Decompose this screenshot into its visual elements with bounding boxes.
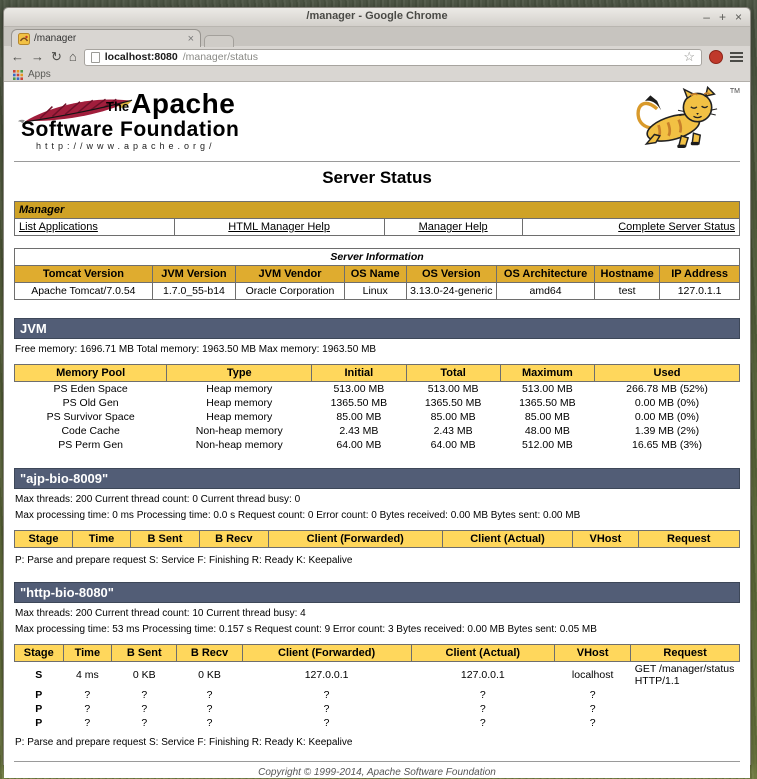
table-cell: 513.00 MB xyxy=(427,383,479,395)
column-header: B Sent xyxy=(112,645,177,662)
table-row xyxy=(15,716,740,730)
table-cell: 0.00 MB (0%) xyxy=(634,411,700,423)
table-cell: 2.43 MB xyxy=(339,425,379,437)
http-header-row xyxy=(15,645,740,662)
link-list-applications[interactable]: List Applications xyxy=(19,221,98,233)
table-row xyxy=(15,662,740,689)
table-cell: test xyxy=(595,283,660,300)
page-icon xyxy=(91,52,100,63)
trademark-label: TM xyxy=(729,88,740,95)
column-header: Memory Pool xyxy=(15,365,167,382)
table-cell: 64.00 MB xyxy=(336,439,382,451)
column-header: JVM Vendor xyxy=(236,266,345,283)
column-header: IP Address xyxy=(660,266,740,283)
table-row xyxy=(15,410,740,424)
table-cell: 127.0.0.1 xyxy=(304,669,349,681)
table-cell xyxy=(631,688,740,702)
table-cell: ? xyxy=(323,689,330,701)
column-header: Type xyxy=(167,365,312,382)
table-cell: ? xyxy=(323,717,330,729)
close-button[interactable]: × xyxy=(734,10,742,24)
bookmark-star-icon[interactable]: ☆ xyxy=(683,49,695,64)
server-info-body xyxy=(15,283,740,300)
memory-pool-body xyxy=(15,382,740,453)
ajp-header-row xyxy=(15,531,740,548)
logo-the: The xyxy=(106,99,130,114)
table-cell: 2.43 MB xyxy=(433,425,473,437)
table-cell xyxy=(631,702,740,716)
column-header: Total xyxy=(406,365,500,382)
manager-title-row xyxy=(15,202,740,219)
column-header: VHost xyxy=(573,531,638,548)
column-header: Request xyxy=(638,531,740,548)
link-manager-help[interactable]: Manager Help xyxy=(418,221,488,233)
column-header: Client (Actual) xyxy=(411,645,555,662)
column-header: Tomcat Version xyxy=(15,266,153,283)
table-cell: 1365.50 MB xyxy=(424,397,482,409)
table-cell: ? xyxy=(206,703,213,715)
column-header: Maximum xyxy=(500,365,594,382)
logo-apache: Apache xyxy=(131,88,236,119)
table-row xyxy=(15,438,740,452)
table-cell: P xyxy=(35,703,43,715)
table-cell: 0 KB xyxy=(132,669,156,681)
table-cell: PS Eden Space xyxy=(53,383,128,395)
table-row xyxy=(15,283,740,300)
table-cell: ? xyxy=(589,703,596,715)
column-header: JVM Version xyxy=(152,266,235,283)
divider xyxy=(14,761,740,762)
http-section-header: "http-bio-8080" xyxy=(14,582,740,603)
http-requests-table xyxy=(14,644,740,730)
table-row xyxy=(15,688,740,702)
table-cell: 85.00 MB xyxy=(336,411,382,423)
table-cell: Non-heap memory xyxy=(195,439,283,451)
table-cell: 48.00 MB xyxy=(524,425,570,437)
copyright-text: Copyright © 1999-2014, Apache Software Foundation xyxy=(258,767,496,778)
tab-strip xyxy=(4,27,750,46)
table-cell: amd64 xyxy=(497,283,595,300)
browser-toolbar xyxy=(4,46,750,68)
table-cell: 0.00 MB (0%) xyxy=(634,397,700,409)
tab-manager[interactable] xyxy=(11,29,201,47)
table-row xyxy=(15,702,740,716)
http-stage-legend: P: Parse and prepare request S: Service F: Finishing R: Ready K: Keepalive xyxy=(15,737,353,748)
table-cell: PS Old Gen xyxy=(62,397,119,409)
reload-icon[interactable]: ↻ xyxy=(51,49,62,64)
table-cell: Heap memory xyxy=(206,411,273,423)
tab-favicon-icon xyxy=(18,33,30,45)
server-info-table xyxy=(14,248,740,300)
table-cell: ? xyxy=(84,703,91,715)
table-cell: 16.65 MB (3%) xyxy=(631,439,703,451)
column-header: B Sent xyxy=(131,531,200,548)
table-cell: GET /manager/status HTTP/1.1 xyxy=(634,663,735,687)
column-header: Stage xyxy=(15,531,73,548)
column-header: Time xyxy=(63,645,112,662)
menu-icon[interactable] xyxy=(730,52,743,62)
logo-title xyxy=(106,88,235,120)
table-cell: 513.00 MB xyxy=(521,383,573,395)
column-header: VHost xyxy=(555,645,631,662)
table-cell: Apache Tomcat/7.0.54 xyxy=(15,283,153,300)
column-header: OS Architecture xyxy=(497,266,595,283)
ajp-requests-table xyxy=(14,530,740,548)
column-header: Used xyxy=(595,365,740,382)
table-row xyxy=(15,396,740,410)
table-cell: 1365.50 MB xyxy=(330,397,388,409)
adblock-extension-icon[interactable] xyxy=(709,50,723,64)
table-cell: 266.78 MB (52%) xyxy=(626,383,708,395)
column-header: OS Version xyxy=(406,266,497,283)
table-cell: S xyxy=(35,669,43,681)
column-header: OS Name xyxy=(344,266,406,283)
jvm-memory-line: Free memory: 1696.71 MB Total memory: 1963.50 MB Max memory: 1963.50 MB xyxy=(15,344,377,355)
table-cell: ? xyxy=(479,717,486,729)
table-row xyxy=(15,382,740,397)
ajp-section-header: "ajp-bio-8009" xyxy=(14,468,740,489)
masthead xyxy=(14,88,740,154)
table-cell: ? xyxy=(206,717,213,729)
table-cell: ? xyxy=(589,689,596,701)
table-cell: Non-heap memory xyxy=(195,425,283,437)
table-cell: 0 KB xyxy=(198,669,221,681)
browser-window xyxy=(3,7,751,778)
http-table-body xyxy=(15,662,740,731)
column-header: B Recv xyxy=(199,531,268,548)
column-header: Client (Forwarded) xyxy=(242,645,411,662)
table-cell: PS Survivor Space xyxy=(46,411,135,423)
table-cell: Heap memory xyxy=(206,383,273,395)
column-header: B Recv xyxy=(177,645,242,662)
link-html-manager-help[interactable]: HTML Manager Help xyxy=(228,221,330,233)
table-cell: 512.00 MB xyxy=(521,439,573,451)
jvm-section-header: JVM xyxy=(14,318,740,339)
table-cell: P xyxy=(35,717,43,729)
table-cell: ? xyxy=(84,717,91,729)
server-info-title-row xyxy=(15,249,740,266)
column-header: Time xyxy=(73,531,131,548)
table-cell: Linux xyxy=(344,283,406,300)
column-header: Hostname xyxy=(595,266,660,283)
divider xyxy=(14,161,740,162)
tab-title: /manager xyxy=(34,33,77,44)
table-row xyxy=(15,424,740,438)
bookmarks-bar xyxy=(4,68,750,82)
link-complete-server-status[interactable]: Complete Server Status xyxy=(618,221,735,233)
column-header: Initial xyxy=(312,365,406,382)
table-cell: ? xyxy=(589,717,596,729)
column-header: Client (Actual) xyxy=(442,531,573,548)
forward-icon[interactable]: → xyxy=(31,49,44,64)
table-cell: 127.0.0.1 xyxy=(460,669,505,681)
table-cell: localhost xyxy=(571,669,614,681)
table-cell: ? xyxy=(479,689,486,701)
url-path: /manager/status xyxy=(182,51,259,63)
tomcat-logo-icon xyxy=(632,86,724,150)
column-header: Client (Forwarded) xyxy=(268,531,442,548)
ajp-stats-line1: Max threads: 200 Current thread count: 0 Current thread busy: 0 xyxy=(15,494,301,505)
address-bar[interactable] xyxy=(84,49,702,66)
http-stats-line2: Max processing time: 53 ms Processing time: 0.157 s Request count: 9 Error count: 3 Bytes received: 0.00 MB Bytes sent: 0.05 MB xyxy=(15,624,597,635)
table-cell: 3.13.0-24-generic xyxy=(406,283,497,300)
window-titlebar[interactable] xyxy=(4,8,750,27)
table-cell: Oracle Corporation xyxy=(236,283,345,300)
table-cell: 513.00 MB xyxy=(333,383,385,395)
home-icon[interactable]: ⌂ xyxy=(68,49,77,64)
apps-grid-icon[interactable] xyxy=(13,70,23,80)
window-title: /manager - Google Chrome xyxy=(306,10,448,22)
page-title: Server Status xyxy=(322,168,432,187)
table-cell: PS Perm Gen xyxy=(58,439,124,451)
manager-title: Manager xyxy=(15,202,740,219)
new-tab-button[interactable] xyxy=(204,35,234,47)
http-stats-line1: Max threads: 200 Current thread count: 10 Current thread busy: 4 xyxy=(15,608,306,619)
server-info-title: Server Information xyxy=(15,249,740,266)
table-cell: P xyxy=(35,689,43,701)
table-cell: ? xyxy=(141,703,148,715)
back-icon[interactable]: ← xyxy=(11,49,24,64)
column-header: Request xyxy=(631,645,740,662)
logo-subtitle: Software Foundation xyxy=(21,118,240,141)
table-cell: ? xyxy=(206,689,213,701)
logo-url: http://www.apache.org/ xyxy=(36,141,216,151)
column-header: Stage xyxy=(15,645,64,662)
maximize-button[interactable]: + xyxy=(718,10,726,24)
table-cell: ? xyxy=(323,703,330,715)
memory-pool-table xyxy=(14,364,740,452)
table-cell: ? xyxy=(84,689,91,701)
table-cell: 1365.50 MB xyxy=(519,397,576,409)
manager-links-row xyxy=(15,219,740,236)
table-cell: 85.00 MB xyxy=(430,411,476,423)
tab-close-icon[interactable]: × xyxy=(187,32,194,45)
table-cell: 1.39 MB (2%) xyxy=(634,425,700,437)
table-cell: ? xyxy=(479,703,486,715)
table-cell: Code Cache xyxy=(61,425,120,437)
minimize-button[interactable]: – xyxy=(703,10,710,24)
ajp-stats-line2: Max processing time: 0 ms Processing time: 0.0 s Request count: 0 Error count: 0 Bytes received: 0.00 MB Bytes sent: 0.00 MB xyxy=(15,510,581,521)
table-cell: 64.00 MB xyxy=(430,439,476,451)
table-cell: Heap memory xyxy=(206,397,273,409)
table-cell: 1.7.0_55-b14 xyxy=(152,283,235,300)
page-content xyxy=(4,82,750,778)
url-host: localhost:8080 xyxy=(104,51,178,63)
server-info-header-row xyxy=(15,266,740,283)
ajp-stage-legend: P: Parse and prepare request S: Service F: Finishing R: Ready K: Keepalive xyxy=(15,555,353,566)
apps-label[interactable]: Apps xyxy=(28,69,51,80)
table-cell: 85.00 MB xyxy=(524,411,570,423)
table-cell: ? xyxy=(141,717,148,729)
table-cell: ? xyxy=(141,689,148,701)
memory-pool-header-row xyxy=(15,365,740,382)
table-cell xyxy=(631,716,740,730)
manager-table xyxy=(14,201,740,236)
table-cell: 4 ms xyxy=(75,669,99,681)
table-cell: 127.0.1.1 xyxy=(660,283,740,300)
